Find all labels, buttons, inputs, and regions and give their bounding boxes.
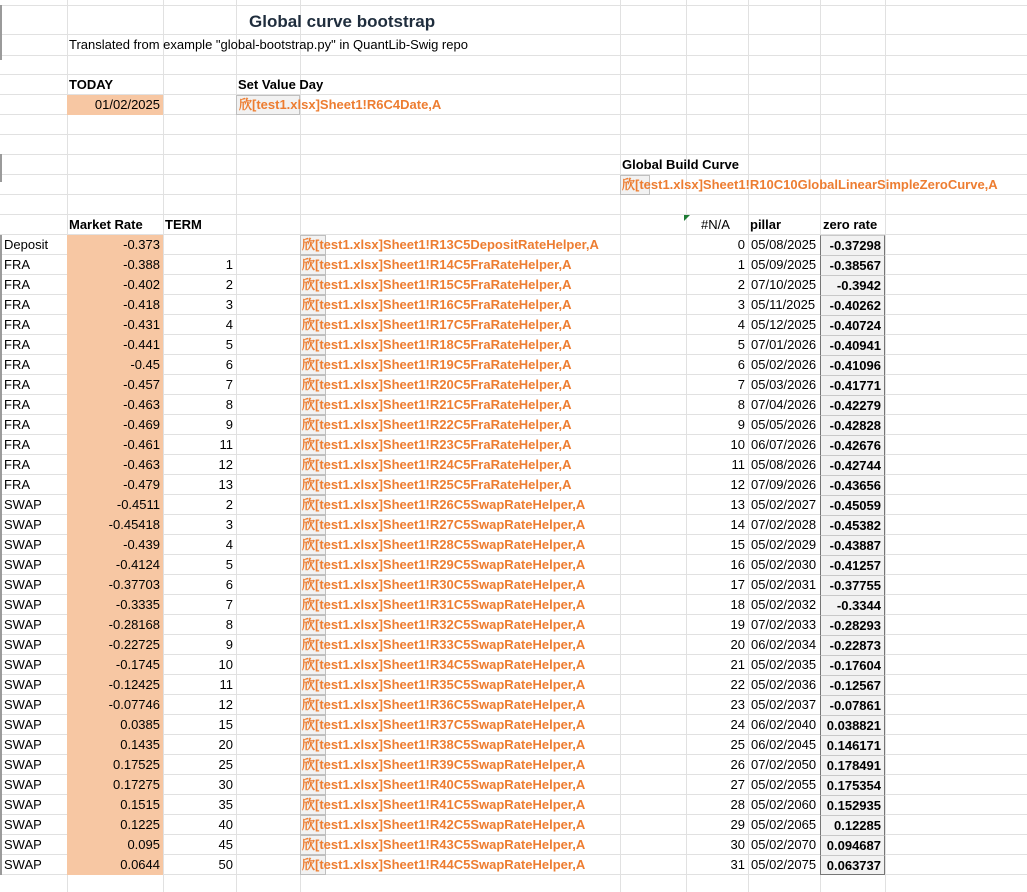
helper-formula-text: 欣[test1.xlsx]Sheet1!R14C5FraRateHelper,A: [302, 257, 572, 272]
pillar-date-cell: 05/02/2030: [751, 557, 817, 572]
grid-row-line: [0, 55, 1027, 56]
helper-formula-text: 欣[test1.xlsx]Sheet1!R20C5FraRateHelper,A: [302, 377, 572, 392]
zero-rate-cell: 0.175354: [820, 775, 885, 795]
pillar-index-cell: 7: [737, 377, 745, 392]
pillar-index-cell: 22: [730, 677, 745, 692]
helper-formula-text: 欣[test1.xlsx]Sheet1!R17C5FraRateHelper,A: [302, 317, 572, 332]
market-rate-cell[interactable]: -0.4511: [67, 495, 163, 515]
zero-rate-cell: -0.3942: [820, 275, 885, 295]
instrument-type-cell[interactable]: FRA: [4, 417, 30, 432]
term-cell[interactable]: 3: [225, 517, 233, 532]
term-cell[interactable]: 1: [225, 257, 233, 272]
instrument-type-cell[interactable]: SWAP: [4, 857, 42, 872]
instrument-type-cell[interactable]: SWAP: [4, 737, 42, 752]
grid-row-line: [0, 5, 1027, 6]
pillar-index-cell: 27: [730, 777, 745, 792]
term-cell[interactable]: 5: [225, 557, 233, 572]
global-build-formula: 欣[test1.xlsx]Sheet1!R10C10GlobalLinearSimpleZeroCurve,A: [622, 177, 998, 192]
market-rate-cell[interactable]: -0.461: [67, 435, 163, 455]
pillar-index-cell: 15: [730, 537, 745, 552]
term-cell[interactable]: 2: [225, 277, 233, 292]
term-cell[interactable]: 3: [225, 297, 233, 312]
pillar-date-cell: 05/11/2025: [751, 297, 816, 312]
helper-formula-text: 欣[test1.xlsx]Sheet1!R26C5SwapRateHelper,A: [302, 497, 586, 512]
instrument-type-cell[interactable]: SWAP: [4, 597, 42, 612]
market-rate-cell[interactable]: -0.441: [67, 335, 163, 355]
pillar-date-cell: 05/03/2026: [751, 377, 817, 392]
pillar-index-cell: 6: [737, 357, 745, 372]
zero-rate-cell: -0.40724: [820, 315, 885, 335]
pillar-index-cell: 26: [730, 757, 745, 772]
term-cell[interactable]: 2: [225, 497, 233, 512]
grid-row-line: [0, 74, 1027, 75]
market-rate-cell[interactable]: 0.0644: [67, 855, 163, 875]
instrument-type-cell[interactable]: FRA: [4, 357, 30, 372]
helper-formula-text: 欣[test1.xlsx]Sheet1!R15C5FraRateHelper,A: [302, 277, 572, 292]
term-cell[interactable]: 35: [218, 797, 233, 812]
pillar-index-cell: 5: [737, 337, 745, 352]
sheet-subtitle: Translated from example "global-bootstrap.py" in QuantLib-Swig repo: [69, 37, 468, 52]
pillar-index-cell: 11: [731, 457, 745, 472]
zero-rate-cell: -0.43656: [820, 475, 885, 495]
helper-formula-text: 欣[test1.xlsx]Sheet1!R42C5SwapRateHelper,A: [302, 817, 586, 832]
pillar-date-cell: 05/12/2025: [751, 317, 817, 332]
instrument-type-cell[interactable]: FRA: [4, 437, 30, 452]
instrument-type-cell[interactable]: FRA: [4, 297, 30, 312]
instrument-type-cell[interactable]: SWAP: [4, 537, 42, 552]
market-rate-cell[interactable]: -0.3335: [67, 595, 163, 615]
helper-formula-text: 欣[test1.xlsx]Sheet1!R43C5SwapRateHelper,A: [302, 837, 586, 852]
market-rate-cell[interactable]: 0.095: [67, 835, 163, 855]
market-rate-cell[interactable]: -0.45418: [67, 515, 163, 535]
zero-rate-cell: -0.37298: [820, 235, 885, 255]
instrument-type-cell[interactable]: FRA: [4, 337, 30, 352]
term-cell[interactable]: 10: [218, 657, 233, 672]
zero-rate-cell: 0.178491: [820, 755, 885, 775]
term-cell[interactable]: 40: [218, 817, 233, 832]
term-cell[interactable]: 12: [218, 697, 233, 712]
pillar-index-cell: 12: [730, 477, 745, 492]
helper-formula-text: 欣[test1.xlsx]Sheet1!R28C5SwapRateHelper,A: [302, 537, 586, 552]
market-rate-cell[interactable]: 0.0385: [67, 715, 163, 735]
pillar-index-cell: 24: [730, 717, 745, 732]
term-cell[interactable]: [163, 235, 236, 255]
today-label: TODAY: [69, 77, 114, 92]
helper-formula-text: 欣[test1.xlsx]Sheet1!R33C5SwapRateHelper,A: [302, 637, 586, 652]
set-value-day-label: Set Value Day: [238, 77, 324, 92]
term-cell[interactable]: 8: [225, 617, 233, 632]
pillar-date-cell: 05/02/2029: [751, 537, 817, 552]
zero-rate-cell: 0.094687: [820, 835, 885, 855]
set-value-day-formula: 欣[test1.xlsx]Sheet1!R6C4Date,A: [239, 97, 442, 112]
pillar-date-cell: 05/02/2027: [751, 497, 817, 512]
error-indicator-icon: [684, 215, 690, 221]
pillar-date-cell: 05/08/2026: [751, 457, 817, 472]
pillar-index-cell: 9: [737, 417, 745, 432]
grid-row-line: [0, 134, 1027, 135]
market-rate-cell[interactable]: 0.17525: [67, 755, 163, 775]
zero-rate-cell: -0.42744: [820, 455, 885, 475]
term-cell[interactable]: 11: [219, 437, 233, 452]
pillar-index-cell: 16: [730, 557, 745, 572]
term-cell[interactable]: 8: [225, 397, 233, 412]
zero-rate-cell: -0.17604: [820, 655, 885, 675]
pillar-index-cell: 13: [730, 497, 745, 512]
today-input[interactable]: 01/02/2025: [67, 95, 163, 115]
instrument-type-cell[interactable]: SWAP: [4, 677, 42, 692]
instrument-type-cell[interactable]: Deposit: [4, 237, 49, 252]
pillar-date-cell: 05/02/2070: [751, 837, 817, 852]
helper-formula-text: 欣[test1.xlsx]Sheet1!R16C5FraRateHelper,A: [302, 297, 572, 312]
instrument-type-cell[interactable]: SWAP: [4, 837, 42, 852]
helper-formula-text: 欣[test1.xlsx]Sheet1!R37C5SwapRateHelper,A: [302, 717, 586, 732]
pillar-date-cell: 05/02/2060: [751, 797, 817, 812]
term-cell[interactable]: 5: [225, 337, 233, 352]
instrument-type-cell[interactable]: SWAP: [4, 757, 42, 772]
zero-rate-cell: -0.3344: [820, 595, 885, 615]
row-outline-bar: [0, 235, 2, 875]
market-rate-cell[interactable]: -0.431: [67, 315, 163, 335]
pillar-index-cell: 19: [730, 617, 745, 632]
term-cell[interactable]: 6: [225, 577, 233, 592]
term-cell[interactable]: 7: [225, 377, 233, 392]
market-rate-cell[interactable]: 0.1435: [67, 735, 163, 755]
zero-rate-cell: -0.07861: [820, 695, 885, 715]
helper-formula-text: 欣[test1.xlsx]Sheet1!R32C5SwapRateHelper,A: [302, 617, 586, 632]
instrument-type-cell[interactable]: SWAP: [4, 617, 42, 632]
pillar-date-cell: 07/02/2050: [751, 757, 817, 772]
instrument-type-cell[interactable]: SWAP: [4, 697, 42, 712]
instrument-type-cell[interactable]: SWAP: [4, 657, 42, 672]
pillar-index-cell: 0: [737, 237, 745, 252]
instrument-type-cell[interactable]: SWAP: [4, 797, 42, 812]
market-rate-cell[interactable]: -0.388: [67, 255, 163, 275]
market-rate-cell[interactable]: -0.373: [67, 235, 163, 255]
pillar-date-cell: 05/02/2035: [751, 657, 817, 672]
helper-formula-text: 欣[test1.xlsx]Sheet1!R31C5SwapRateHelper,A: [302, 597, 586, 612]
pillar-date-cell: 06/02/2040: [751, 717, 817, 732]
pillar-index-cell: 4: [737, 317, 745, 332]
zero-rate-cell: -0.12567: [820, 675, 885, 695]
pillar-index-cell: 30: [730, 837, 745, 852]
pillar-date-cell: 05/05/2026: [751, 417, 817, 432]
instrument-type-cell[interactable]: SWAP: [4, 517, 42, 532]
instrument-type-cell[interactable]: FRA: [4, 257, 30, 272]
market-rate-cell[interactable]: -0.479: [67, 475, 163, 495]
pillar-date-cell: 07/09/2026: [751, 477, 817, 492]
pillar-date-cell: 06/07/2026: [751, 437, 817, 452]
market-rate-cell[interactable]: -0.45: [67, 355, 163, 375]
pillar-index-cell: 31: [730, 857, 745, 872]
helper-formula-text: 欣[test1.xlsx]Sheet1!R18C5FraRateHelper,A: [302, 337, 572, 352]
term-cell[interactable]: 12: [218, 457, 233, 472]
helper-formula-text: 欣[test1.xlsx]Sheet1!R40C5SwapRateHelper,A: [302, 777, 586, 792]
helper-formula-text: 欣[test1.xlsx]Sheet1!R21C5FraRateHelper,A: [302, 397, 572, 412]
header-pillar: pillar: [750, 217, 782, 232]
helper-formula-text: 欣[test1.xlsx]Sheet1!R44C5SwapRateHelper,A: [302, 857, 586, 872]
helper-formula-text: 欣[test1.xlsx]Sheet1!R25C5FraRateHelper,A: [302, 477, 572, 492]
helper-formula-text: 欣[test1.xlsx]Sheet1!R23C5FraRateHelper,A: [302, 437, 572, 452]
zero-rate-cell: 0.12285: [820, 815, 885, 835]
instrument-type-cell[interactable]: SWAP: [4, 717, 42, 732]
pillar-date-cell: 05/02/2026: [751, 357, 817, 372]
pillar-date-cell: 07/01/2026: [751, 337, 817, 352]
pillar-index-cell: 8: [737, 397, 745, 412]
term-cell[interactable]: 20: [218, 737, 233, 752]
term-cell[interactable]: 15: [218, 717, 233, 732]
market-rate-cell[interactable]: 0.1225: [67, 815, 163, 835]
zero-rate-cell: -0.45059: [820, 495, 885, 515]
header-term: TERM: [165, 217, 202, 232]
market-rate-cell[interactable]: -0.418: [67, 295, 163, 315]
zero-rate-cell: -0.42828: [820, 415, 885, 435]
market-rate-cell[interactable]: -0.22725: [67, 635, 163, 655]
market-rate-cell[interactable]: -0.439: [67, 535, 163, 555]
pillar-date-cell: 05/02/2032: [751, 597, 817, 612]
pillar-index-cell: 21: [730, 657, 745, 672]
pillar-index-cell: 17: [730, 577, 745, 592]
helper-formula-text: 欣[test1.xlsx]Sheet1!R41C5SwapRateHelper,A: [302, 797, 586, 812]
market-rate-cell[interactable]: -0.4124: [67, 555, 163, 575]
zero-rate-cell: -0.37755: [820, 575, 885, 595]
instrument-type-cell[interactable]: FRA: [4, 397, 30, 412]
pillar-date-cell: 05/02/2036: [751, 677, 817, 692]
pillar-index-cell: 20: [730, 637, 745, 652]
instrument-type-cell[interactable]: SWAP: [4, 497, 42, 512]
pillar-date-cell: 07/10/2025: [751, 277, 817, 292]
helper-formula-text: 欣[test1.xlsx]Sheet1!R19C5FraRateHelper,A: [302, 357, 572, 372]
instrument-type-cell[interactable]: SWAP: [4, 637, 42, 652]
market-rate-cell[interactable]: -0.402: [67, 275, 163, 295]
global-build-label: Global Build Curve: [622, 157, 740, 172]
pillar-index-cell: 2: [737, 277, 745, 292]
market-rate-cell[interactable]: -0.1745: [67, 655, 163, 675]
pillar-date-cell: 05/02/2031: [751, 577, 817, 592]
pillar-date-cell: 05/02/2075: [751, 857, 817, 872]
zero-rate-cell: 0.152935: [820, 795, 885, 815]
zero-rate-cell: -0.40941: [820, 335, 885, 355]
term-cell[interactable]: 9: [225, 637, 233, 652]
pillar-index-cell: 3: [737, 297, 745, 312]
zero-rate-cell: -0.38567: [820, 255, 885, 275]
zero-rate-cell: -0.28293: [820, 615, 885, 635]
pillar-index-cell: 28: [730, 797, 745, 812]
row-outline-bar: [0, 154, 2, 182]
term-cell[interactable]: 4: [225, 317, 233, 332]
header-zero-rate: zero rate: [823, 217, 878, 232]
helper-formula-text: 欣[test1.xlsx]Sheet1!R34C5SwapRateHelper,A: [302, 657, 586, 672]
term-cell[interactable]: 30: [218, 777, 233, 792]
pillar-date-cell: 07/02/2028: [751, 517, 817, 532]
zero-rate-cell: -0.41771: [820, 375, 885, 395]
zero-rate-cell: -0.45382: [820, 515, 885, 535]
zero-rate-cell: 0.146171: [820, 735, 885, 755]
zero-rate-cell: -0.41096: [820, 355, 885, 375]
market-rate-cell[interactable]: -0.457: [67, 375, 163, 395]
market-rate-cell[interactable]: -0.469: [67, 415, 163, 435]
instrument-type-cell[interactable]: SWAP: [4, 777, 42, 792]
pillar-date-cell: 07/04/2026: [751, 397, 817, 412]
zero-rate-cell: -0.42279: [820, 395, 885, 415]
market-rate-cell[interactable]: -0.463: [67, 395, 163, 415]
header-market-rate: Market Rate: [69, 217, 143, 232]
pillar-index-cell: 25: [730, 737, 745, 752]
helper-formula-text: 欣[test1.xlsx]Sheet1!R24C5FraRateHelper,A: [302, 457, 572, 472]
term-cell[interactable]: 4: [225, 537, 233, 552]
market-rate-cell[interactable]: 0.1515: [67, 795, 163, 815]
pillar-date-cell: 07/02/2033: [751, 617, 817, 632]
term-cell[interactable]: 50: [218, 857, 233, 872]
term-cell[interactable]: 6: [225, 357, 233, 372]
pillar-index-cell: 29: [730, 817, 745, 832]
market-rate-cell[interactable]: 0.17275: [67, 775, 163, 795]
market-rate-cell[interactable]: -0.07746: [67, 695, 163, 715]
helper-formula-text: 欣[test1.xlsx]Sheet1!R22C5FraRateHelper,A: [302, 417, 572, 432]
instrument-type-cell[interactable]: SWAP: [4, 577, 42, 592]
zero-rate-cell: -0.42676: [820, 435, 885, 455]
term-cell[interactable]: 25: [218, 757, 233, 772]
instrument-type-cell[interactable]: FRA: [4, 317, 30, 332]
helper-formula-text: 欣[test1.xlsx]Sheet1!R35C5SwapRateHelper,A: [302, 677, 586, 692]
helper-formula-text: 欣[test1.xlsx]Sheet1!R29C5SwapRateHelper,A: [302, 557, 586, 572]
pillar-index-cell: 23: [730, 697, 745, 712]
market-rate-cell[interactable]: -0.463: [67, 455, 163, 475]
helper-formula-text: 欣[test1.xlsx]Sheet1!R30C5SwapRateHelper,A: [302, 577, 586, 592]
zero-rate-cell: 0.038821: [820, 715, 885, 735]
zero-rate-cell: -0.22873: [820, 635, 885, 655]
pillar-date-cell: 05/02/2065: [751, 817, 817, 832]
term-cell[interactable]: 11: [219, 677, 233, 692]
instrument-type-cell[interactable]: FRA: [4, 477, 30, 492]
term-cell[interactable]: 45: [218, 837, 233, 852]
zero-rate-cell: -0.40262: [820, 295, 885, 315]
pillar-date-cell: 05/09/2025: [751, 257, 817, 272]
zero-rate-cell: 0.063737: [820, 855, 885, 875]
pillar-index-cell: 14: [730, 517, 745, 532]
term-cell[interactable]: 7: [225, 597, 233, 612]
instrument-type-cell[interactable]: SWAP: [4, 817, 42, 832]
market-rate-cell[interactable]: -0.37703: [67, 575, 163, 595]
helper-formula-text: 欣[test1.xlsx]Sheet1!R36C5SwapRateHelper,A: [302, 697, 586, 712]
pillar-date-cell: 05/08/2025: [751, 237, 817, 252]
pillar-date-cell: 06/02/2034: [751, 637, 817, 652]
pillar-date-cell: 05/02/2055: [751, 777, 817, 792]
zero-rate-cell: -0.43887: [820, 535, 885, 555]
row-outline-bar: [0, 5, 2, 60]
pillar-index-cell: 18: [730, 597, 745, 612]
header-na: #N/A: [701, 217, 730, 232]
instrument-type-cell[interactable]: FRA: [4, 457, 30, 472]
pillar-date-cell: 06/02/2045: [751, 737, 817, 752]
helper-formula-text: 欣[test1.xlsx]Sheet1!R38C5SwapRateHelper,A: [302, 737, 586, 752]
term-cell[interactable]: 9: [225, 417, 233, 432]
term-cell[interactable]: 13: [218, 477, 233, 492]
instrument-type-cell[interactable]: SWAP: [4, 557, 42, 572]
helper-formula-text: 欣[test1.xlsx]Sheet1!R13C5DepositRateHelper,A: [302, 237, 599, 252]
pillar-date-cell: 05/02/2037: [751, 697, 817, 712]
grid-row-line: [0, 154, 1027, 155]
pillar-index-cell: 1: [737, 257, 745, 272]
helper-formula-text: 欣[test1.xlsx]Sheet1!R27C5SwapRateHelper,A: [302, 517, 586, 532]
zero-rate-cell: -0.41257: [820, 555, 885, 575]
market-rate-cell[interactable]: -0.12425: [67, 675, 163, 695]
sheet-title: Global curve bootstrap: [249, 12, 436, 31]
pillar-index-cell: 10: [730, 437, 745, 452]
instrument-type-cell[interactable]: FRA: [4, 277, 30, 292]
market-rate-cell[interactable]: -0.28168: [67, 615, 163, 635]
instrument-type-cell[interactable]: FRA: [4, 377, 30, 392]
helper-formula-text: 欣[test1.xlsx]Sheet1!R39C5SwapRateHelper,A: [302, 757, 586, 772]
